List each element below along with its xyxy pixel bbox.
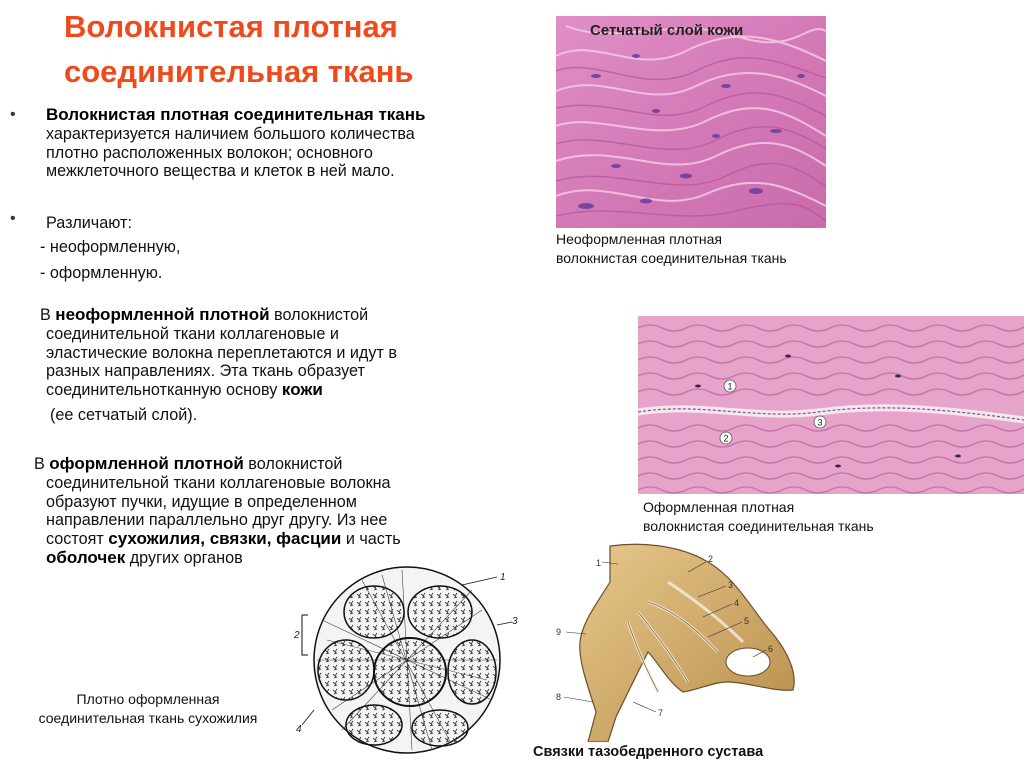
hip-marker-7: 7	[658, 708, 664, 718]
formed-tissue-graphic	[638, 316, 1024, 494]
text: состоят	[46, 530, 109, 549]
text: В	[34, 455, 50, 473]
micrograph-marker-3: 3	[817, 417, 823, 428]
bold-term: кожи	[281, 380, 323, 400]
tendon-marker-1: 1	[500, 572, 506, 583]
unformed-paragraph	[40, 306, 510, 425]
skin-micrograph-graphic	[556, 16, 826, 228]
paragraph-line: соединительной ткани коллагеновые и	[46, 324, 339, 343]
formed-tissue-micrograph	[638, 316, 1024, 494]
bold-term: неоформленной плотной	[55, 305, 270, 324]
bold-term: оформленной плотной	[49, 454, 244, 473]
type-item-formed: - оформленную.	[40, 264, 163, 282]
title-line-2: соединительная ткань	[64, 54, 414, 89]
hip-marker-1: 1	[596, 558, 602, 568]
hip-marker-2: 2	[708, 554, 714, 564]
text: В	[40, 306, 56, 324]
type-item-unformed: - неоформленную,	[40, 238, 181, 256]
caption-line: волокнистая соединительная ткань	[643, 518, 874, 534]
text: соединительнотканную основу	[46, 381, 282, 400]
definition-heading: Волокнистая плотная соединительная ткань	[46, 105, 426, 124]
tendon-caption	[10, 690, 286, 728]
bullet-1: •	[10, 106, 16, 123]
skin-overlay-label: Сетчатый слой кожи	[590, 22, 744, 39]
text: других органов	[125, 548, 243, 567]
hip-marker-5: 5	[744, 616, 750, 626]
skin-caption	[556, 230, 787, 268]
text: волокнистой	[269, 306, 369, 324]
micrograph-marker-1: 1	[727, 381, 733, 392]
hip-marker-4: 4	[734, 598, 740, 608]
bold-term: оболочек	[46, 547, 126, 567]
hip-ligaments-illustration	[548, 542, 810, 742]
types-intro: Различают:	[46, 214, 132, 232]
tendon-cross-section-diagram	[292, 560, 522, 760]
hip-ligaments-graphic	[548, 542, 810, 742]
tendon-diagram-graphic	[292, 560, 522, 760]
tendon-marker-2: 2	[294, 630, 300, 641]
title-line-1: Волокнистая плотная	[64, 9, 398, 44]
caption-line: волокнистая соединительная ткань	[556, 250, 787, 266]
paragraph-line: эластические волокна переплетаются и идут в	[46, 343, 397, 362]
paragraph-line: разных направлениях. Эта ткань образует	[46, 362, 365, 381]
caption-line: Оформленная плотная	[643, 499, 795, 515]
skin-micrograph	[556, 16, 826, 228]
bold-term: сухожилия, связки, фасции	[108, 529, 342, 549]
paragraph-line: (ее сетчатый слой).	[50, 405, 198, 424]
hip-caption: Связки тазобедренного сустава	[533, 744, 764, 760]
text: волокнистой	[243, 455, 343, 473]
definition-line: характеризуется наличием большого количества	[46, 124, 415, 143]
bullet-2: •	[10, 210, 16, 227]
text: и часть	[341, 530, 401, 549]
hip-marker-6: 6	[768, 644, 774, 654]
definition-paragraph	[46, 106, 506, 181]
page-title	[64, 4, 524, 94]
caption-line: Неоформленная плотная	[556, 231, 722, 247]
formed-paragraph	[34, 455, 504, 568]
hip-marker-8: 8	[556, 692, 562, 702]
formed-caption	[643, 498, 874, 536]
tendon-marker-4: 4	[296, 724, 302, 735]
caption-line: соединительная ткань сухожилия	[38, 710, 258, 726]
hip-marker-9: 9	[556, 627, 562, 637]
micrograph-marker-2: 2	[723, 433, 729, 444]
definition-line: плотно расположенных волокон; основного	[46, 143, 373, 162]
caption-line: Плотно оформленная	[76, 691, 220, 707]
paragraph-line: соединительной ткани коллагеновые волокна	[46, 473, 391, 492]
tendon-marker-3: 3	[512, 616, 518, 627]
definition-line: межклеточного вещества и клеток в ней мало.	[46, 162, 395, 181]
paragraph-line: направлении параллельно друг другу. Из нее	[46, 511, 388, 530]
paragraph-line: образуют пучки, идущие в определенном	[46, 492, 357, 511]
hip-marker-3: 3	[728, 580, 734, 590]
